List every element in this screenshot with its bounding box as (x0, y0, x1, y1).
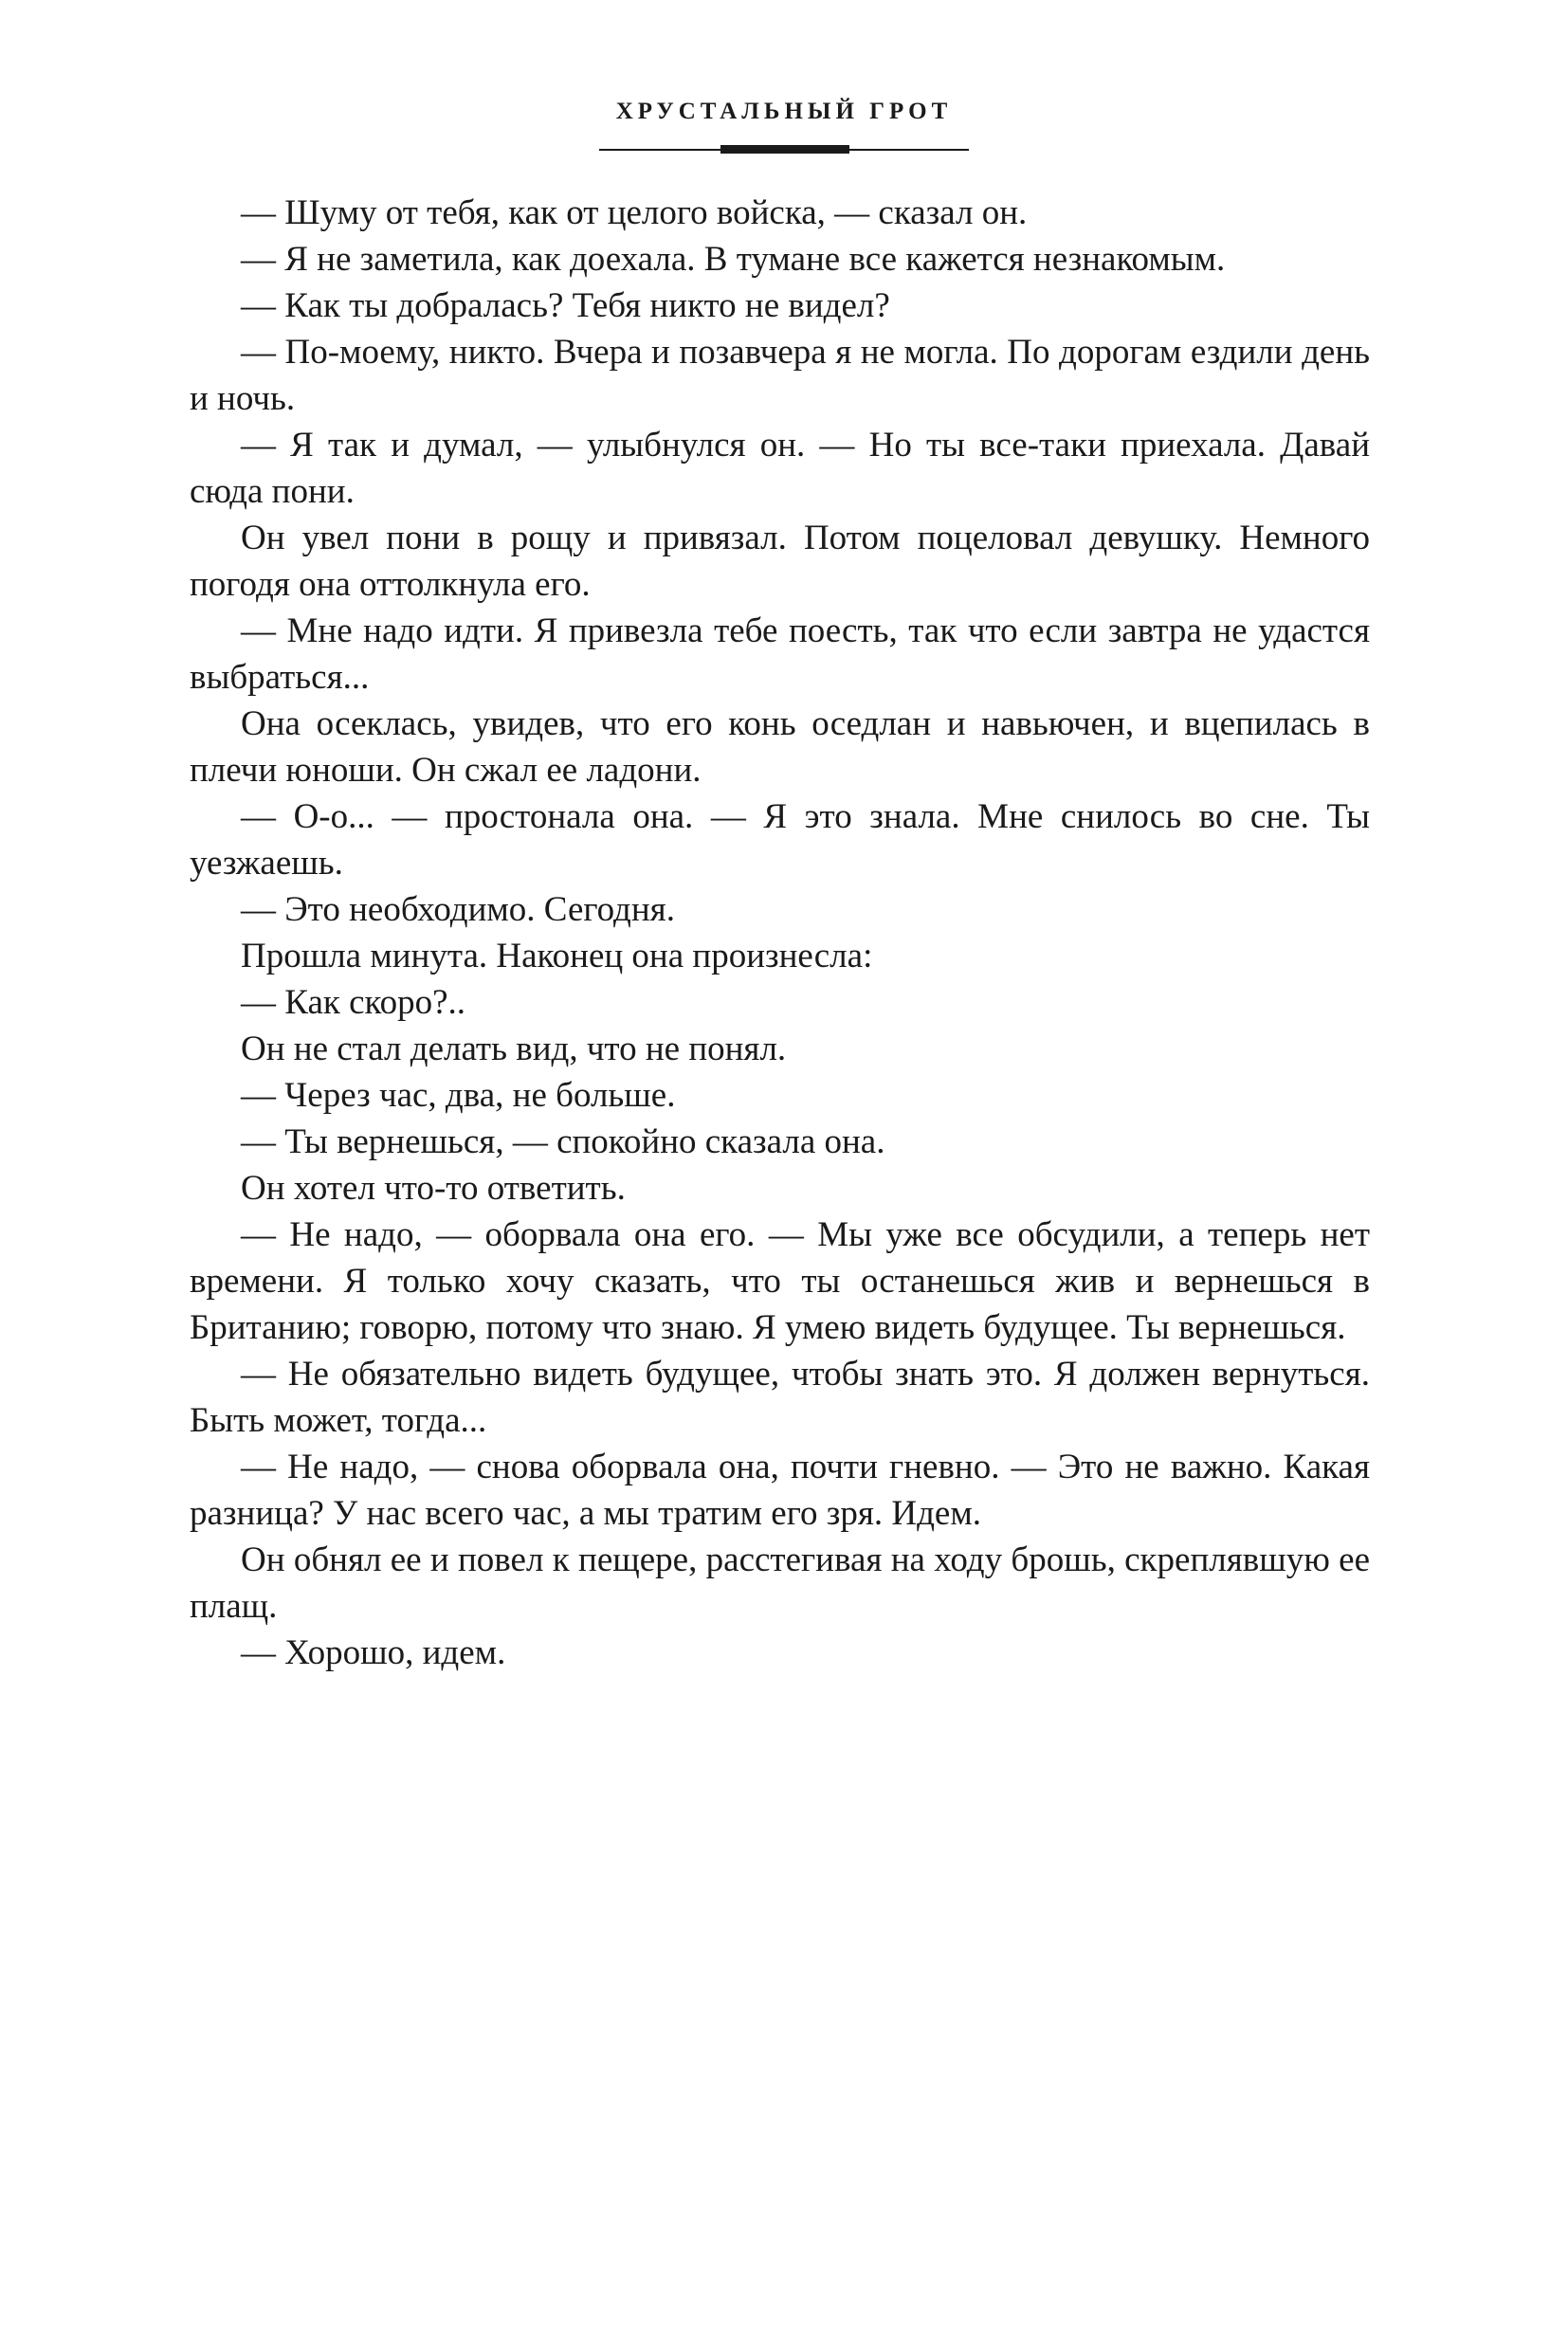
paragraph: — Мне надо идти. Я привезла тебе поесть, так что если завтра не удастся выбраться... (190, 611, 1370, 697)
paragraph: — Я так и думал, — улыбнулся он. — Но ты все-таки приехала. Давай сюда пони. (190, 426, 1370, 511)
paragraph: Он обнял ее и повел к пещере, расстегивая на ходу брошь, скреплявшую ее плащ. (190, 1540, 1370, 1626)
paragraph: — Не надо, — оборвала она его. — Мы уже все обсудили, а теперь нет времени. Я только хочу сказать, что ты останешься жив и вернешься в Британию; говорю, потому что знаю. Я умею видеть будущее. Ты вернешься. (190, 1215, 1370, 1347)
paragraph: Он не стал делать вид, что не понял. (241, 1030, 787, 1068)
paragraph: — Я не заметила, как доехала. В тумане все кажется незнакомым. (241, 240, 1226, 279)
running-title: ХРУСТАЛЬНЫЙ ГРОТ (615, 99, 953, 124)
paragraph: — О-о... — простонала она. — Я это знала. Мне снилось во сне. Ты уезжаешь. (190, 797, 1370, 883)
paragraph: — По-моему, никто. Вчера и позавчера я не могла. По дорогам ездили день и ночь. (190, 333, 1370, 418)
paragraph: — Не надо, — снова оборвала она, почти гневно. — Это не важно. Какая разница? У нас всего час, а мы тратим его зря. Идем. (190, 1448, 1370, 1533)
paragraph: — Как ты добралась? Тебя никто не видел? (241, 286, 890, 325)
header-rule-accent (720, 145, 849, 154)
paragraph: Прошла минута. Наконец она произнесла: (241, 937, 873, 975)
paragraph: Он увел пони в рощу и привязал. Потом поцеловал девушку. Немного погодя она оттолкнула его. (190, 519, 1370, 604)
paragraph: — Ты вернешься, — спокойно сказала она. (241, 1122, 885, 1161)
paragraph: — Это необходимо. Сегодня. (241, 890, 675, 929)
paragraph: — Через час, два, не больше. (241, 1076, 676, 1115)
paragraph: — Как скоро?.. (241, 983, 466, 1022)
paragraph: — Не обязательно видеть будущее, чтобы знать это. Я должен вернуться. Быть может, тогда... (190, 1355, 1370, 1440)
paragraph: Он хотел что-то ответить. (241, 1169, 626, 1208)
body-text (190, 190, 1370, 1676)
paragraph: — Шуму от тебя, как от целого войска, — сказал он. (241, 193, 1028, 232)
paragraph: — Хорошо, идем. (241, 1633, 506, 1672)
paragraph: Она осеклась, увидев, что его конь оседлан и навьючен, и вцепилась в плечи юноши. Он сжал ее ладони. (190, 704, 1370, 790)
